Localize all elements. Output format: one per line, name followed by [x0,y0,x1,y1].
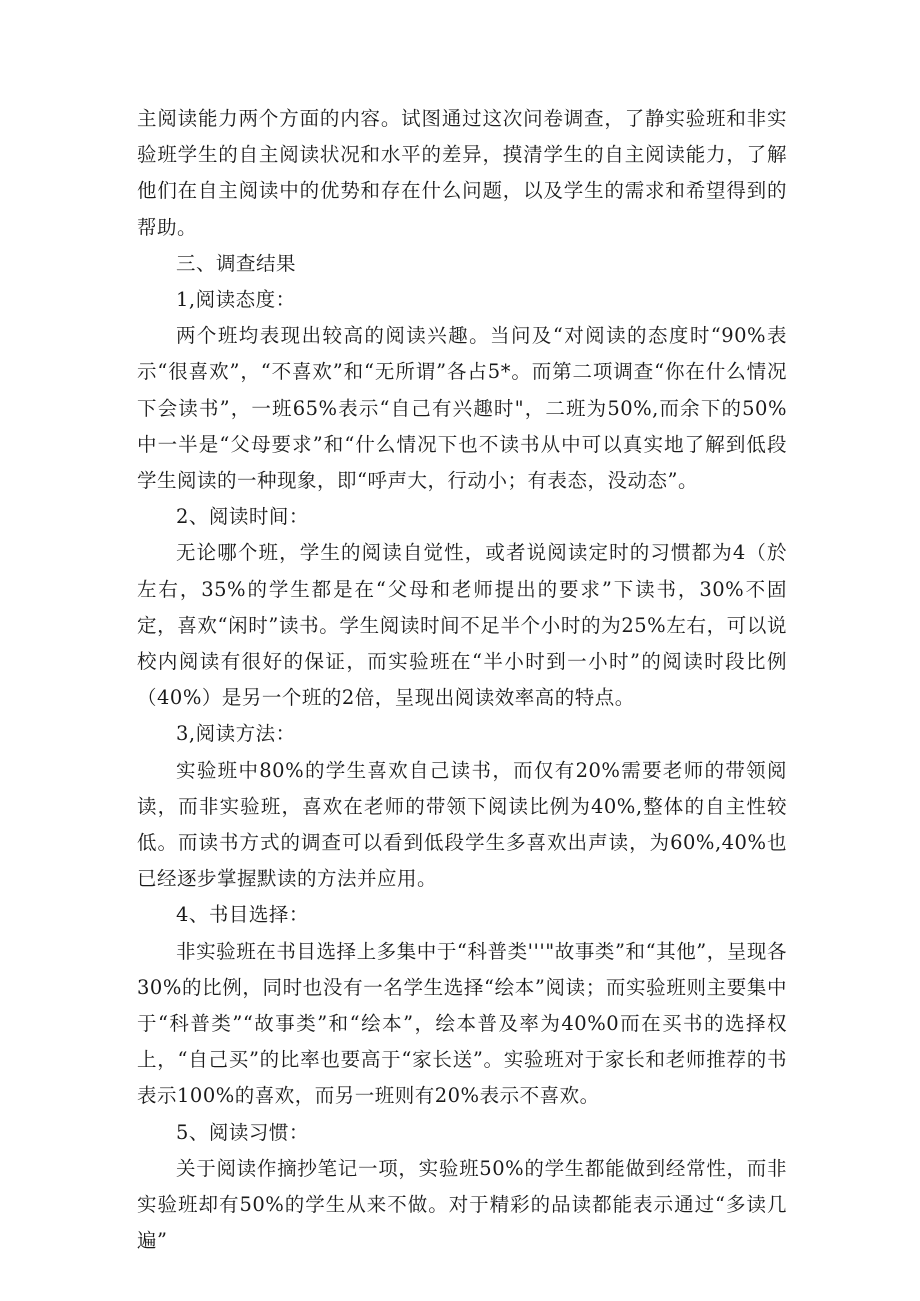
subheading-reading-attitude: 1,阅读态度： [176,288,296,312]
paragraph-book-selection: 非实验班在书目选择上多集中于“科普类'''"故事类”和“其他”，呈现各30%的比例，同时也没有一名学生选择“绘本”阅读；而实验班则主要集中于“科普类”“故事类”和“绘本”，绘本普及率为40%0而在买书的选择权上，“自己买”的比率也要高于“家长送”。实验班对于家长和老师推荐的书表示100%的喜欢，而另一班则有20%表示不喜欢。 [137,939,787,1108]
paragraph-reading-method: 实验班中80%的学生喜欢自己读书，而仅有20%需要老师的带领阅读，而非实验班，喜欢在老师的带领下阅读比例为40%,整体的自主性较低。而读书方式的调查可以看到低段学生多喜欢出声读，为60%,40%也已经逐步掌握默读的方法并应用。 [137,758,787,891]
subheading-reading-method: 3,阅读方法： [176,722,296,746]
intro-paragraph: 主阅读能力两个方面的内容。试图通过这次问卷调查，了静实验班和非实验班学生的自主阅读状况和水平的差异，摸清学生的自主阅读能力，了解他们在自主阅读中的优势和存在什么问题，以及学生的需求和希望得到的帮助。 [137,107,787,239]
paragraph-reading-habits: 关于阅读作摘抄笔记一项，实验班50%的学生都能做到经常性，而非实验班却有50%的学生从来不做。对于精彩的品读都能表示通过“多读几遍” [137,1156,787,1253]
subheading-reading-habits: 5、阅读习惯： [176,1120,309,1144]
subheading-book-selection: 4、书目选择： [176,903,309,927]
document-page [137,101,787,1260]
paragraph-reading-time: 无论哪个班，学生的阅读自觉性，或者说阅读定时的习惯都为4（於左右，35%的学生都是在“父母和老师提出的要求”下读书，30%不固定，喜欢“闲时”读书。学生阅读时间不足半个小时的为25%左右，可以说校内阅读有很好的保证，而实验班在“半小时到一小时”的阅读时段比例（40%）是另一个班的2倍，呈现出阅读效率高的特点。 [137,541,787,710]
subheading-reading-time: 2、阅读时间： [176,505,309,529]
paragraph-reading-attitude: 两个班均表现出较高的阅读兴趣。当问及“对阅读的态度时“90%表示“很喜欢”，“不喜欢”和“无所谓”各占5*。而第二项调查“你在什么情况下会读书”，一班65%表示“自己有兴趣时"，二班为50%,而余下的50%中一半是“父母要求”和“什么情况下也不读书从中可以真实地了解到低段学生阅读的一种现象，即“呼声大，行动小；有表态，没动态”。 [137,324,787,493]
section-heading-results: 三、调查结果 [176,251,297,275]
